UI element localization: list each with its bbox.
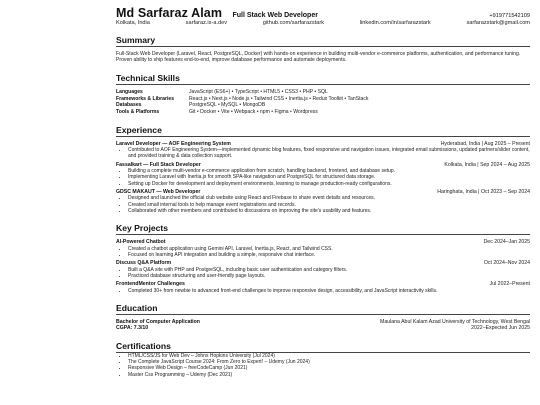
github-link[interactable]: github.com/sarfarazstark xyxy=(262,20,325,26)
linkedin-link[interactable]: linkedin.com/in/sarfarazstark xyxy=(359,20,431,26)
certification-item: • HTML/CSS/JS for Web Dev – Johns Hopkins University (Jul 2024) xyxy=(128,353,530,359)
skill-category: Frameworks & Libraries xyxy=(116,95,175,102)
project-bullets xyxy=(116,267,530,280)
skill-row xyxy=(116,89,530,96)
bullet-item: • Completed 30+ from newbie to advanced front-end challenges to improve responsive design, accessibility, and JavaScript interactivity skills. xyxy=(128,288,530,294)
education-row xyxy=(116,325,530,331)
bullet-item: • Implementing Laravel with Inertia.js for smooth SPA-like navigation and PostgreSQL for structured data storage. xyxy=(128,174,530,180)
project-dates: Dec 2024–Jan 2025 xyxy=(483,239,530,246)
project-bullets xyxy=(116,246,530,259)
skill-row xyxy=(116,96,530,103)
school: Maulana Abul Kalam Azad University of Technology, West Bengal xyxy=(380,319,530,326)
education-dates: 2022–Expected Jun 2025 xyxy=(471,325,530,332)
skill-category: Databases xyxy=(116,102,142,109)
website-link[interactable]: sarfaraz.is-a.dev xyxy=(185,20,228,26)
certification-item: • Responsive Web Design – freeCodeCamp (Jun 2021) xyxy=(128,365,530,371)
skills-heading: Technical Skills xyxy=(116,73,530,85)
person-role: Full Stack Web Developer xyxy=(232,12,318,19)
bullet-item: • Collaborated with other members and contributed to discussions on improving the site's usability and features. xyxy=(128,208,530,214)
bullet-item: • Setting up Docker for development and deployment environments, learning to manage production-ready configurations. xyxy=(128,181,530,187)
projects-heading: Key Projects xyxy=(116,223,530,235)
certification-item: • Master Css Programming – Udemy (Dec 2021) xyxy=(128,372,530,378)
summary-heading: Summary xyxy=(116,35,530,47)
project-dates: Oct 2024–Nov 2024 xyxy=(483,260,530,267)
project-title: AI-Powered Chatbot xyxy=(116,239,166,246)
bullet-item: • Created small internal tools to help manage event registrations and records. xyxy=(128,202,530,208)
phone-number: +919771542109 xyxy=(489,13,530,19)
bullet-item: • Built a Q&A site with PHP and PostgreSQL, including basic user authentication and category filters. xyxy=(128,267,530,273)
project-title: Discuss Q&A Platform xyxy=(116,260,172,267)
degree: Bachelor of Computer Application xyxy=(116,319,200,326)
job-bullets xyxy=(116,168,530,187)
skill-values: PostgreSQL • MySQL • MongoDB xyxy=(189,102,266,109)
education-heading: Education xyxy=(116,303,530,315)
skill-row xyxy=(116,102,530,109)
skill-category: Tools & Platforms xyxy=(116,108,160,115)
skill-values: React.js • Next.js • Node.js • Tailwind CSS • Inertia.js • Redux Toolkit • TanStack xyxy=(189,95,369,102)
certification-list xyxy=(116,353,530,378)
job-bullets xyxy=(116,147,530,160)
email-link[interactable]: sarfarazstark@gmail.com xyxy=(466,20,530,26)
experience-heading: Experience xyxy=(116,125,530,137)
resume-header xyxy=(116,4,530,18)
job-bullets xyxy=(116,195,530,214)
job-title: Laravel Developer — AOF Engineering System xyxy=(116,140,231,147)
bullet-item: • Focused on learning API integration and building a simple, responsive chat interface. xyxy=(128,252,530,258)
certification-item: • The Complete JavaScript Course 2024: From Zero to Expert! – Udemy (Jun 2024) xyxy=(128,359,530,365)
project-title: FrontendMentor Challenges xyxy=(116,281,185,288)
job-title: Fassalkart — Full Stack Developer xyxy=(116,161,201,168)
skill-row xyxy=(116,109,530,116)
bullet-item: • Contributed to AOF Engineering System—implemented dynamic blog features, fixed responsive and navigation issues, integrated email submissions, updated partners/slider content, and provided training & data collection support. xyxy=(128,147,530,160)
project-bullets xyxy=(116,288,530,294)
project-dates: Jul 2022–Present xyxy=(489,281,530,288)
cgpa: CGPA: 7.3/10 xyxy=(116,325,149,332)
bullet-item: • Building a complete multi-vendor e-commerce application from scratch, handling backend, frontend, and database setup. xyxy=(128,168,530,174)
skill-values: JavaScript (ES6+) • TypeScript • HTML5 • CSS3 • PHP • SQL xyxy=(189,88,328,95)
bullet-item: • Designed and launched the official club website using React and Firebase to share event details and resources. xyxy=(128,195,530,201)
person-name: Md Sarfaraz Alam xyxy=(116,6,223,20)
job-meta: Haringhata, India | Oct 2023 – Sep 2024 xyxy=(437,189,530,196)
certifications-heading: Certifications xyxy=(116,341,530,353)
bullet-item: • Created a chatbot application using Gemini API, Laravel, Inertia.js, React, and Tailwind CSS. xyxy=(128,246,530,252)
job-meta: Hyderabad, India | Aug 2025 – Present xyxy=(440,140,530,147)
bullet-item: • Practiced database structuring and user-friendly page layouts. xyxy=(128,273,530,279)
skill-category: Languages xyxy=(116,88,143,95)
summary-text: Full-Stack Web Developer (Laravel, React, PostgreSQL, Docker) with hands-on experience in building multi-vendor e-commerce platforms, authentication, and performance tuning. Proven ability to ship features end-to-end, improve database performance and automate deployments. xyxy=(116,51,521,64)
job-title: GDSC MAKAUT — Web Developer xyxy=(116,189,201,196)
job-meta: Kolkata, India | Sep 2024 – Aug 2025 xyxy=(444,161,530,168)
location: Kolkata, India xyxy=(116,20,150,26)
skills-table xyxy=(116,89,530,116)
skill-values: Git • Docker • Vite • Webpack • npm • Figma • Wordpress xyxy=(189,108,318,115)
